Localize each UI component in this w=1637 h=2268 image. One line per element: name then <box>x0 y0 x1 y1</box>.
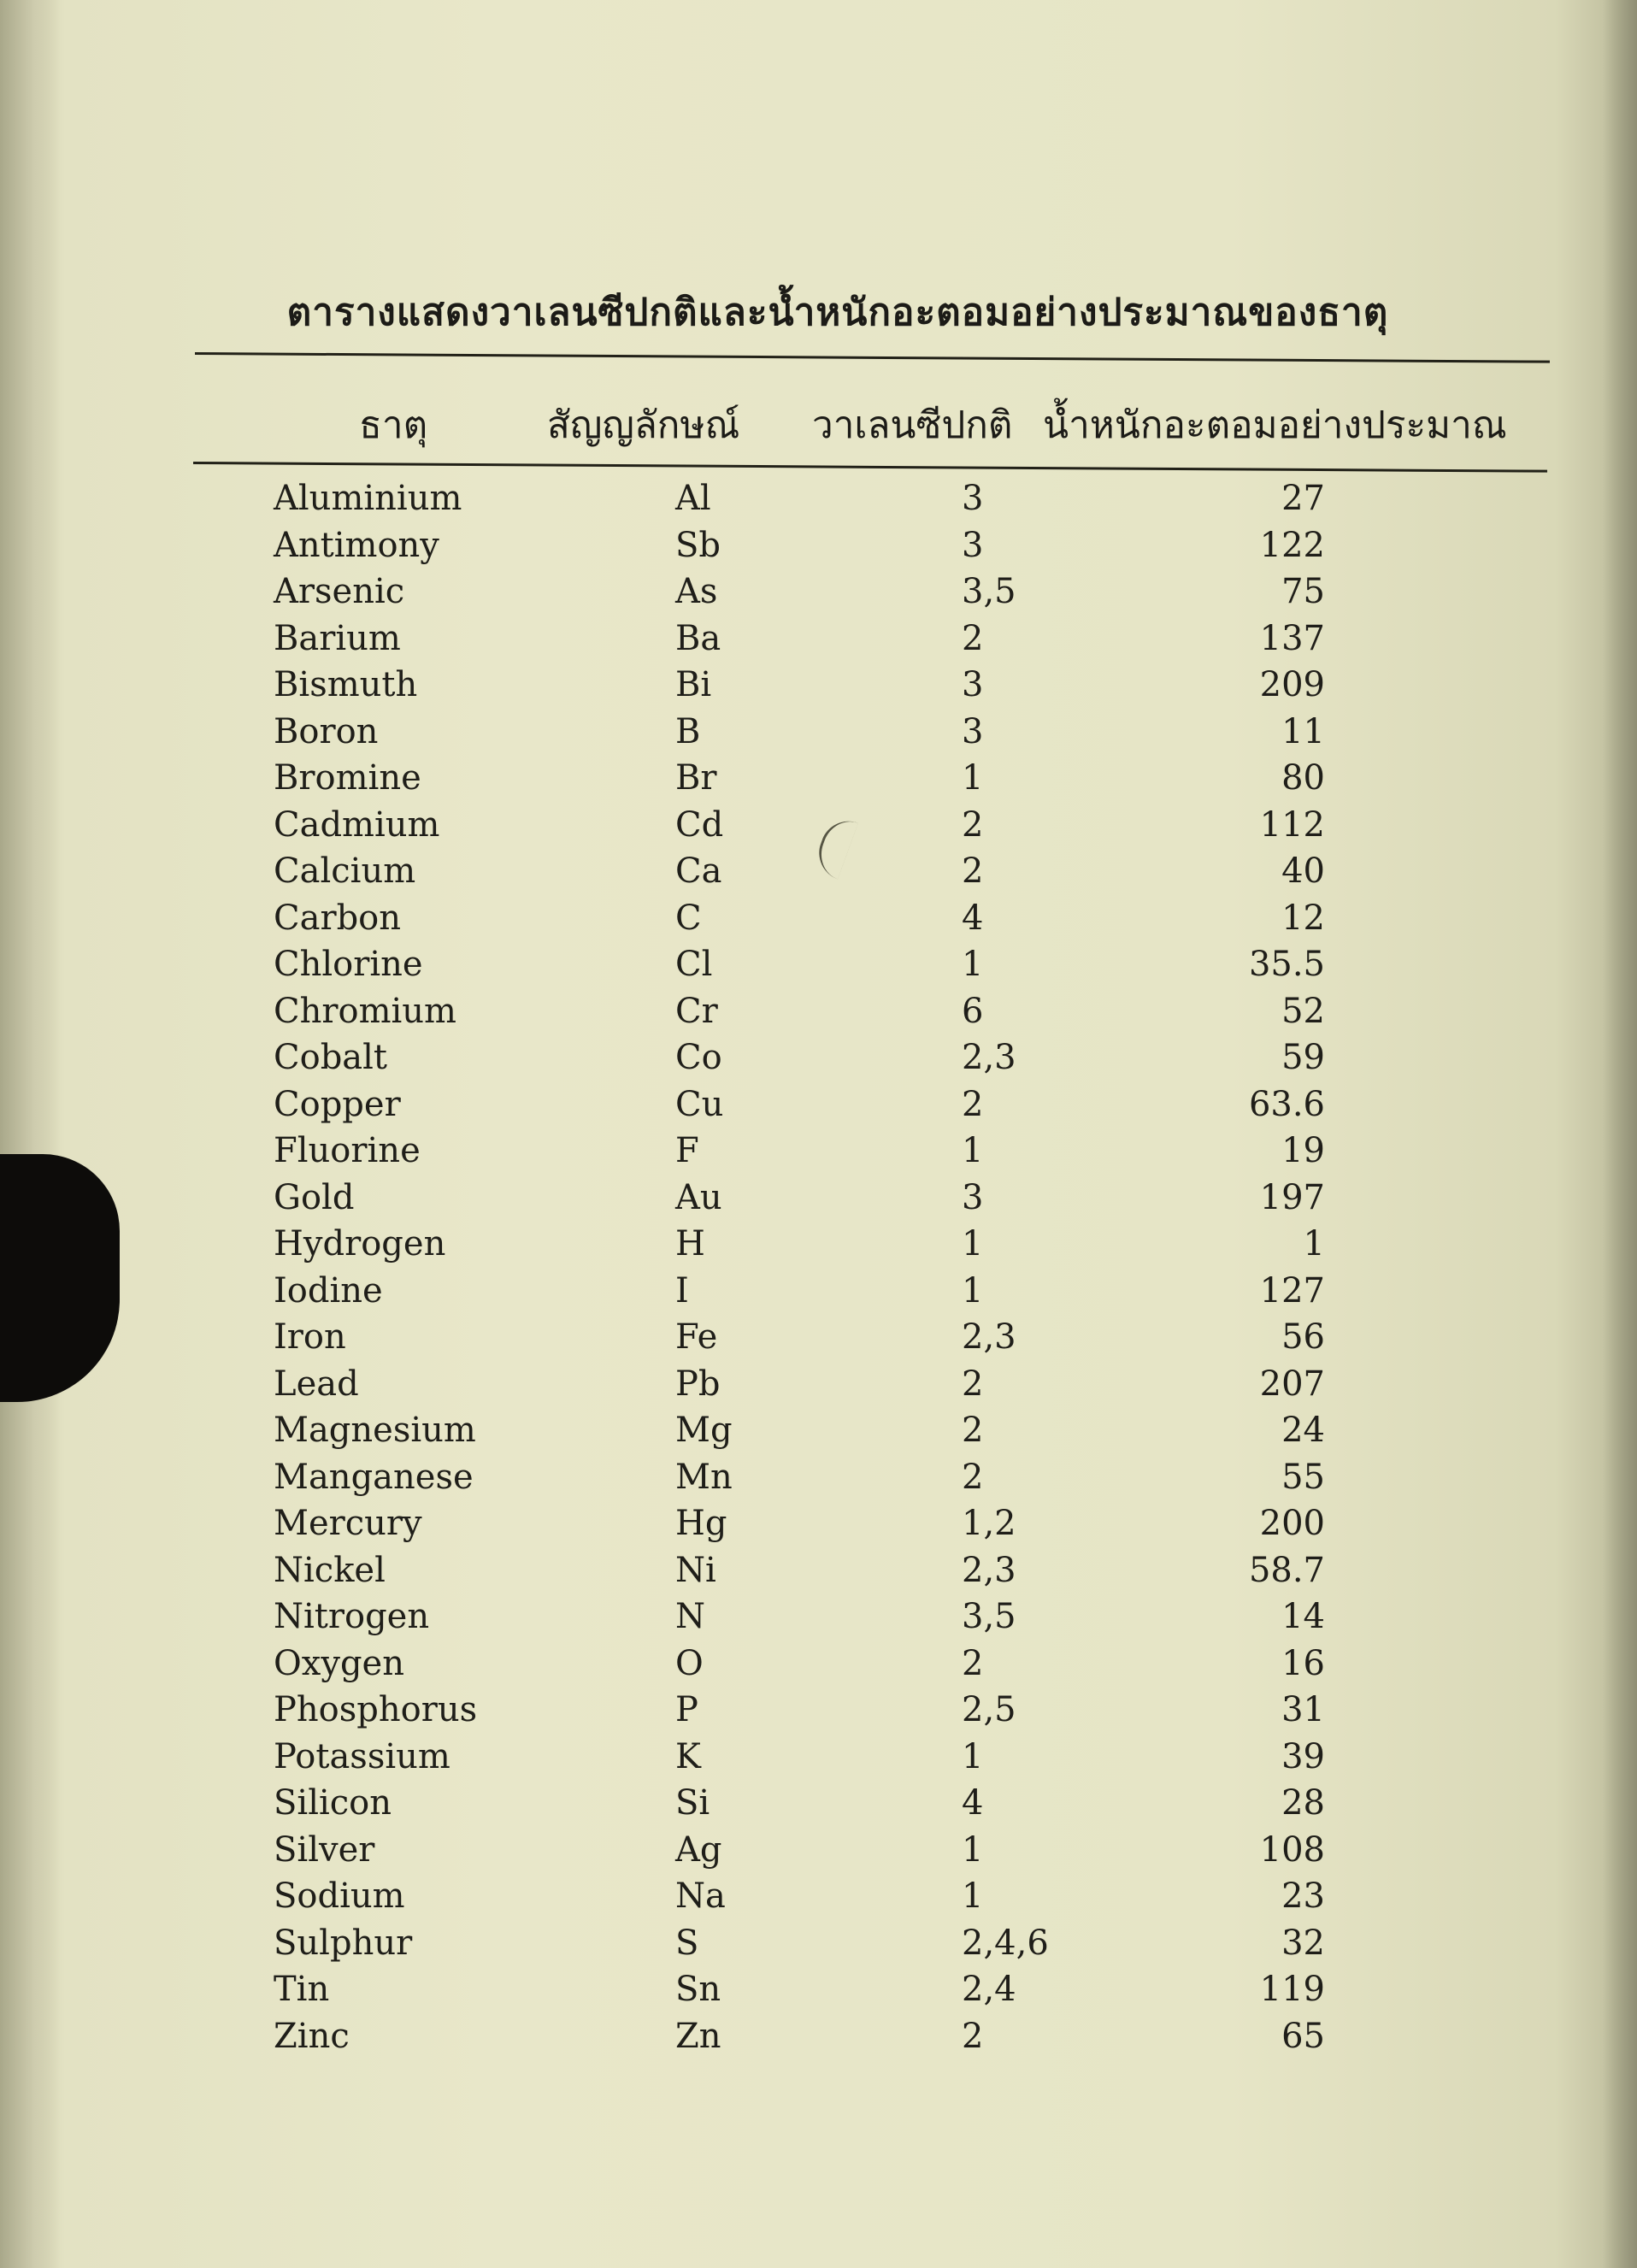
element-atomic-weight: 65 <box>1281 2016 1325 2056</box>
element-symbol: Hg <box>675 1504 727 1543</box>
table-row <box>0 758 1637 805</box>
element-atomic-weight: 27 <box>1281 479 1325 518</box>
element-symbol: Sb <box>675 525 721 565</box>
table-row <box>0 712 1637 759</box>
element-valence: 2 <box>962 2016 984 2056</box>
element-atomic-weight: 11 <box>1281 711 1325 751</box>
element-symbol: F <box>675 1131 699 1170</box>
element-valence: 2,5 <box>962 1690 1016 1729</box>
table-title: ตารางแสดงวาเลนซีปกติและน้ำหนักอะตอมอย่างประมาณของธาตุ <box>286 291 1389 334</box>
table-row <box>0 945 1637 992</box>
element-symbol: K <box>675 1736 701 1776</box>
element-valence: 3 <box>962 479 984 518</box>
element-symbol: Au <box>675 1177 722 1217</box>
column-header-symbol: สัญญลักษณ์ <box>547 404 740 447</box>
element-valence: 2 <box>962 1364 984 1404</box>
table-row <box>0 805 1637 852</box>
element-valence: 1 <box>962 1131 984 1170</box>
table-row <box>0 1830 1637 1877</box>
table-row <box>0 1085 1637 1132</box>
element-valence: 2 <box>962 1411 984 1450</box>
table-row <box>0 2017 1637 2064</box>
element-name: Zinc <box>274 2016 350 2056</box>
element-valence: 2 <box>962 851 984 891</box>
table-row <box>0 1178 1637 1225</box>
element-symbol: P <box>675 1690 698 1729</box>
element-atomic-weight: 108 <box>1259 1829 1325 1870</box>
table-row <box>0 851 1637 898</box>
element-name: Gold <box>274 1177 355 1217</box>
element-atomic-weight: 28 <box>1281 1783 1325 1823</box>
element-valence: 2 <box>962 804 984 845</box>
element-name: Barium <box>274 618 401 658</box>
table-row <box>0 1923 1637 1971</box>
element-symbol: I <box>675 1270 689 1311</box>
element-valence: 2,3 <box>962 1038 1016 1077</box>
element-atomic-weight: 32 <box>1281 1923 1325 1963</box>
element-name: Cadmium <box>274 804 440 845</box>
element-valence: 1 <box>962 945 984 984</box>
element-symbol: Zn <box>675 2016 721 2056</box>
element-atomic-weight: 56 <box>1281 1317 1325 1357</box>
element-atomic-weight: 14 <box>1281 1597 1325 1636</box>
column-header-element: ธาตุ <box>359 404 428 447</box>
element-name: Iron <box>274 1317 346 1357</box>
element-name: Mercury <box>274 1504 422 1543</box>
table-row <box>0 1271 1637 1318</box>
element-symbol: Cu <box>675 1084 724 1124</box>
element-name: Manganese <box>274 1457 474 1497</box>
table-row <box>0 572 1637 619</box>
element-name: Bismuth <box>274 665 418 704</box>
element-symbol: Mn <box>675 1457 733 1497</box>
element-atomic-weight: 58.7 <box>1248 1550 1325 1590</box>
element-symbol: N <box>675 1597 705 1636</box>
element-name: Potassium <box>274 1736 450 1776</box>
element-valence: 1 <box>962 758 984 798</box>
element-symbol: As <box>675 572 718 611</box>
element-valence: 2,4 <box>962 1970 1016 2009</box>
element-atomic-weight: 137 <box>1259 618 1325 658</box>
element-name: Arsenic <box>274 572 405 611</box>
element-name: Aluminium <box>274 479 462 518</box>
element-valence: 2 <box>962 1084 984 1124</box>
element-atomic-weight: 35.5 <box>1248 945 1325 984</box>
element-atomic-weight: 119 <box>1259 1970 1325 2009</box>
element-name: Hydrogen <box>274 1224 446 1264</box>
element-symbol: S <box>675 1923 699 1963</box>
element-name: Phosphorus <box>274 1690 478 1729</box>
element-symbol: Ag <box>675 1829 722 1870</box>
table-row <box>0 1644 1637 1691</box>
element-name: Sulphur <box>274 1923 413 1963</box>
element-atomic-weight: 75 <box>1281 572 1325 611</box>
element-atomic-weight: 122 <box>1259 525 1325 565</box>
table-row <box>0 1504 1637 1551</box>
element-symbol: Mg <box>675 1411 733 1450</box>
element-valence: 1 <box>962 1224 984 1264</box>
column-header-atomic-weight: น้ำหนักอะตอมอย่างประมาณ <box>1043 404 1507 447</box>
table-row <box>0 1783 1637 1830</box>
element-atomic-weight: 40 <box>1281 851 1325 891</box>
element-symbol: Na <box>675 1876 726 1916</box>
element-valence: 3 <box>962 711 984 751</box>
element-name: Chromium <box>274 991 456 1031</box>
element-valence: 2 <box>962 1643 984 1683</box>
element-valence: 1 <box>962 1876 984 1916</box>
element-valence: 3,5 <box>962 1597 1016 1636</box>
element-valence: 3 <box>962 1177 984 1217</box>
element-symbol: Br <box>675 758 717 798</box>
element-atomic-weight: 59 <box>1281 1038 1325 1077</box>
element-name: Boron <box>274 711 379 751</box>
element-atomic-weight: 209 <box>1259 665 1325 704</box>
table-row <box>0 1458 1637 1505</box>
table-top-rule <box>195 352 1550 363</box>
element-symbol: Ca <box>675 851 722 891</box>
element-symbol: Pb <box>675 1364 721 1404</box>
element-symbol: Cr <box>675 991 718 1031</box>
element-valence: 4 <box>962 1783 984 1823</box>
element-name: Sodium <box>274 1876 405 1916</box>
table-row <box>0 898 1637 945</box>
table-row <box>0 619 1637 666</box>
table-row <box>0 1597 1637 1644</box>
element-atomic-weight: 207 <box>1259 1364 1325 1404</box>
table-row <box>0 1970 1637 2017</box>
element-symbol: Al <box>675 479 711 518</box>
element-name: Antimony <box>274 525 439 565</box>
element-name: Nickel <box>274 1550 386 1590</box>
element-valence: 2 <box>962 1457 984 1497</box>
element-atomic-weight: 12 <box>1281 898 1325 938</box>
element-name: Bromine <box>274 758 421 798</box>
element-atomic-weight: 31 <box>1281 1690 1325 1729</box>
table-row <box>0 479 1637 526</box>
element-symbol: O <box>675 1643 704 1683</box>
element-atomic-weight: 112 <box>1259 804 1325 845</box>
element-symbol: C <box>675 898 702 938</box>
table-row <box>0 526 1637 573</box>
table-row <box>0 1737 1637 1784</box>
element-atomic-weight: 52 <box>1281 991 1325 1031</box>
element-valence: 2,3 <box>962 1550 1016 1590</box>
element-valence: 2,4,6 <box>962 1923 1049 1963</box>
element-symbol: H <box>675 1224 705 1264</box>
element-symbol: Co <box>675 1038 722 1077</box>
column-header-valence: วาเลนซีปกติ <box>812 404 1013 447</box>
element-symbol: Si <box>675 1783 710 1823</box>
element-valence: 1 <box>962 1736 984 1776</box>
table-row <box>0 1224 1637 1271</box>
element-valence: 3 <box>962 665 984 704</box>
table-row <box>0 1131 1637 1178</box>
element-valence: 3,5 <box>962 572 1016 611</box>
element-symbol: Sn <box>675 1970 721 2009</box>
element-name: Silicon <box>274 1783 392 1823</box>
element-name: Nitrogen <box>274 1597 430 1636</box>
element-name: Copper <box>274 1084 401 1124</box>
table-row <box>0 1876 1637 1923</box>
element-symbol: Fe <box>675 1317 718 1357</box>
element-valence: 2,3 <box>962 1317 1016 1357</box>
element-valence: 1,2 <box>962 1504 1016 1543</box>
element-name: Silver <box>274 1829 375 1870</box>
element-valence: 4 <box>962 898 984 938</box>
element-atomic-weight: 197 <box>1259 1177 1325 1217</box>
element-atomic-weight: 19 <box>1281 1131 1325 1170</box>
element-name: Chlorine <box>274 945 423 984</box>
element-valence: 3 <box>962 525 984 565</box>
element-valence: 1 <box>962 1829 984 1870</box>
element-atomic-weight: 39 <box>1281 1736 1325 1776</box>
element-valence: 1 <box>962 1270 984 1311</box>
element-atomic-weight: 24 <box>1281 1411 1325 1450</box>
element-atomic-weight: 55 <box>1281 1457 1325 1497</box>
element-name: Calcium <box>274 851 416 891</box>
element-name: Iodine <box>274 1270 383 1311</box>
table-body <box>0 479 1637 2063</box>
table-row <box>0 1317 1637 1364</box>
element-name: Carbon <box>274 898 402 938</box>
element-atomic-weight: 16 <box>1281 1643 1325 1683</box>
table-header-rule <box>193 462 1547 473</box>
element-symbol: Bi <box>675 665 712 704</box>
table-row <box>0 665 1637 712</box>
table-row <box>0 1690 1637 1737</box>
element-symbol: Ni <box>675 1550 716 1590</box>
table-row <box>0 1364 1637 1411</box>
element-name: Fluorine <box>274 1131 421 1170</box>
element-name: Cobalt <box>274 1038 388 1077</box>
table-row <box>0 1038 1637 1085</box>
table-row <box>0 1551 1637 1598</box>
element-symbol: Cd <box>675 804 724 845</box>
table-row <box>0 992 1637 1039</box>
element-atomic-weight: 1 <box>1303 1224 1325 1264</box>
element-valence: 2 <box>962 618 984 658</box>
element-symbol: Cl <box>675 945 713 984</box>
element-valence: 6 <box>962 991 984 1031</box>
element-atomic-weight: 23 <box>1281 1876 1325 1916</box>
element-atomic-weight: 127 <box>1259 1270 1325 1311</box>
element-name: Lead <box>274 1364 359 1404</box>
element-name: Tin <box>274 1970 330 2009</box>
element-name: Magnesium <box>274 1411 476 1450</box>
element-atomic-weight: 63.6 <box>1248 1084 1325 1124</box>
element-symbol: B <box>675 711 701 751</box>
table-row <box>0 1411 1637 1458</box>
element-symbol: Ba <box>675 618 721 658</box>
element-atomic-weight: 200 <box>1259 1504 1325 1543</box>
element-name: Oxygen <box>274 1643 404 1683</box>
element-atomic-weight: 80 <box>1281 758 1325 798</box>
